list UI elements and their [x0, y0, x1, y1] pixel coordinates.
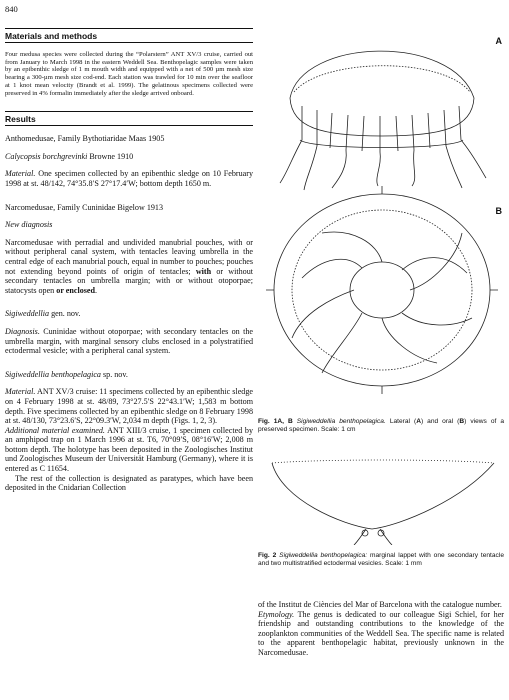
genus-suffix: gen. nov.	[49, 309, 81, 319]
left-column	[5, 28, 253, 493]
additional-label: Additional material examined.	[5, 425, 105, 435]
fig1-label: Fig. 1A, B	[258, 418, 293, 425]
species-heading-calycopsis	[5, 152, 253, 162]
genus-heading	[5, 309, 253, 319]
figure-label-a: A	[495, 36, 502, 46]
species-suffix: sp. nov.	[100, 369, 128, 379]
family-heading-bythotiaridae: Anthomedusae, Family Bythotiaridae Maas 1905	[5, 134, 165, 144]
etymology-paragraph	[258, 610, 504, 658]
paratypes-paragraph: The rest of the collection is designated as paratypes, which have been deposited in the Cnidarian Collection	[5, 473, 253, 493]
diagnosis-text: Cuninidae without otoporpae; with secondary tentacles on the umbrella margin, with marginal sensory clubs enclosed in a polystratified ectodermal vesicle; with a peripheral canal system.	[5, 326, 253, 356]
diag-enclosed: or enclosed	[56, 285, 96, 295]
etymology-text: The genus is dedicated to our colleague Sigi Schiel, for her friendship and outstanding contributions to the knowledge of the zooplankton communities of the Weddell Sea. The specific name is related to the apparent benthopelagic habitat, previously unknown in the Narcomedusae.	[258, 609, 504, 657]
right-column-text	[258, 600, 504, 658]
figure-label-b: B	[495, 206, 502, 216]
material-text: One specimen collected by an epibenthic sledge on 10 February 1998 at st. 48/142, 74°35.8′S 27°17.4′W; bottom depth 1650 m.	[5, 169, 253, 188]
family-heading-cuninidae: Narcomedusae, Family Cuninidae Bigelow 1913	[5, 202, 164, 212]
results-heading: Results	[5, 111, 253, 126]
new-diagnosis-heading: New diagnosis	[5, 220, 53, 230]
fig2-text: marginal lappet with one secondary tentacle and two multistratified ectodermal vesicles. Scale: 1 mm	[258, 552, 504, 567]
page-number: 840	[5, 4, 18, 14]
species-name-2: Sigiweddellia benthopelagica	[5, 369, 101, 379]
diag-end: .	[95, 285, 98, 295]
fig1-species: Sigiweddellia benthopelagica.	[292, 418, 386, 425]
fig2-species: Sigiweddellia benthopelagica:	[276, 552, 368, 559]
material-text-2: ANT XV/3 cruise: 11 specimens collected by an epibenthic sledge on 4 February 1998 at st. 48/89, 73°27.5′S 22°43.1′W; 1,583 m bottom depth. Five specimens collected by an epibenthic sledge on 8 February 1998 at st. 48/130, 73°23.6′S, 22°09.3′W, 2,034 m depth (Figs. 1, 2, 3).	[5, 387, 253, 426]
material-paragraph-1	[5, 169, 253, 188]
additional-material-paragraph	[5, 426, 253, 474]
species-name: Calycopsis borchgrevinki	[5, 151, 88, 161]
figure-2-caption	[258, 552, 504, 568]
material-label: Material.	[5, 169, 36, 179]
figure-2	[262, 455, 504, 545]
figure-1-caption	[258, 418, 504, 434]
diag-with: with	[195, 266, 212, 276]
fig1-text-2: ) and oral (	[420, 418, 460, 425]
fig1-text-1: Lateral (	[385, 418, 417, 425]
diag-text-a: Narcomedusae with perradial and undivided manubrial pouches, with or without peripheral canal system, with tentacles leaving umbrella in the central edge of each manubrial pouch, equal in number to pouches; pouches not extending beyond points of origin of tentacles;	[5, 237, 253, 276]
figure-1	[262, 28, 504, 413]
species-author: Browne 1910	[87, 151, 134, 161]
continuation-paragraph: of the Institut de Ciències del Mar of Barcelona with the catalogue number.	[258, 600, 502, 609]
fig1-text-3: ) views of a preserved specimen. Scale: 1 cm	[258, 418, 504, 433]
etymology-label: Etymology.	[258, 609, 295, 619]
jellyfish-illustration	[262, 28, 504, 413]
material-label-2: Material.	[5, 387, 36, 397]
genus-name: Sigiweddellia	[5, 309, 50, 319]
methods-heading: Materials and methods	[5, 28, 253, 43]
additional-text: ANT XIII/3 cruise, 1 specimen collected by an amphipod trap on 1 March 1996 at st. T6, 70°09′S, 08°16′W; 2,008 m bottom depth. The holotype has been deposited in the Zoologisches Institut und Zoologisches Museum der Universität Hamburg (Germany), where it is entered as C 11654.	[5, 425, 253, 474]
diagnosis-paragraph	[5, 327, 253, 356]
material-paragraph-2	[5, 387, 253, 425]
fig1-a: A	[416, 418, 421, 425]
species-heading-sigiweddellia	[5, 370, 253, 380]
new-diagnosis-paragraph	[5, 238, 253, 296]
marginal-lappet-illustration	[262, 455, 504, 545]
diagnosis-label: Diagnosis.	[5, 326, 40, 336]
methods-paragraph: Four medusa species were collected during the “Polarstern” ANT XV/3 cruise, carried out from January to March 1998 in the eastern Weddell Sea. Benthopelagic samples were taken by an epibenthic sledge of 1 m mouth width and equipped with a net of 500 µm mesh size bearing a 300-µm mesh size cod-end. Each station was trawled for 10 min over the seafloor at 1 knot mean velocity (Brandt et al. 1999). The gelatinous specimens collected were preserved in 4% formalin immediately after the sledge arrived onboard.	[5, 51, 253, 97]
fig2-label: Fig. 2	[258, 552, 277, 559]
fig1-b: B	[459, 418, 465, 425]
diag-text-b: or without secondary tentacles on umbrella margin; with or without otoporpae; statocysts open	[5, 266, 253, 295]
